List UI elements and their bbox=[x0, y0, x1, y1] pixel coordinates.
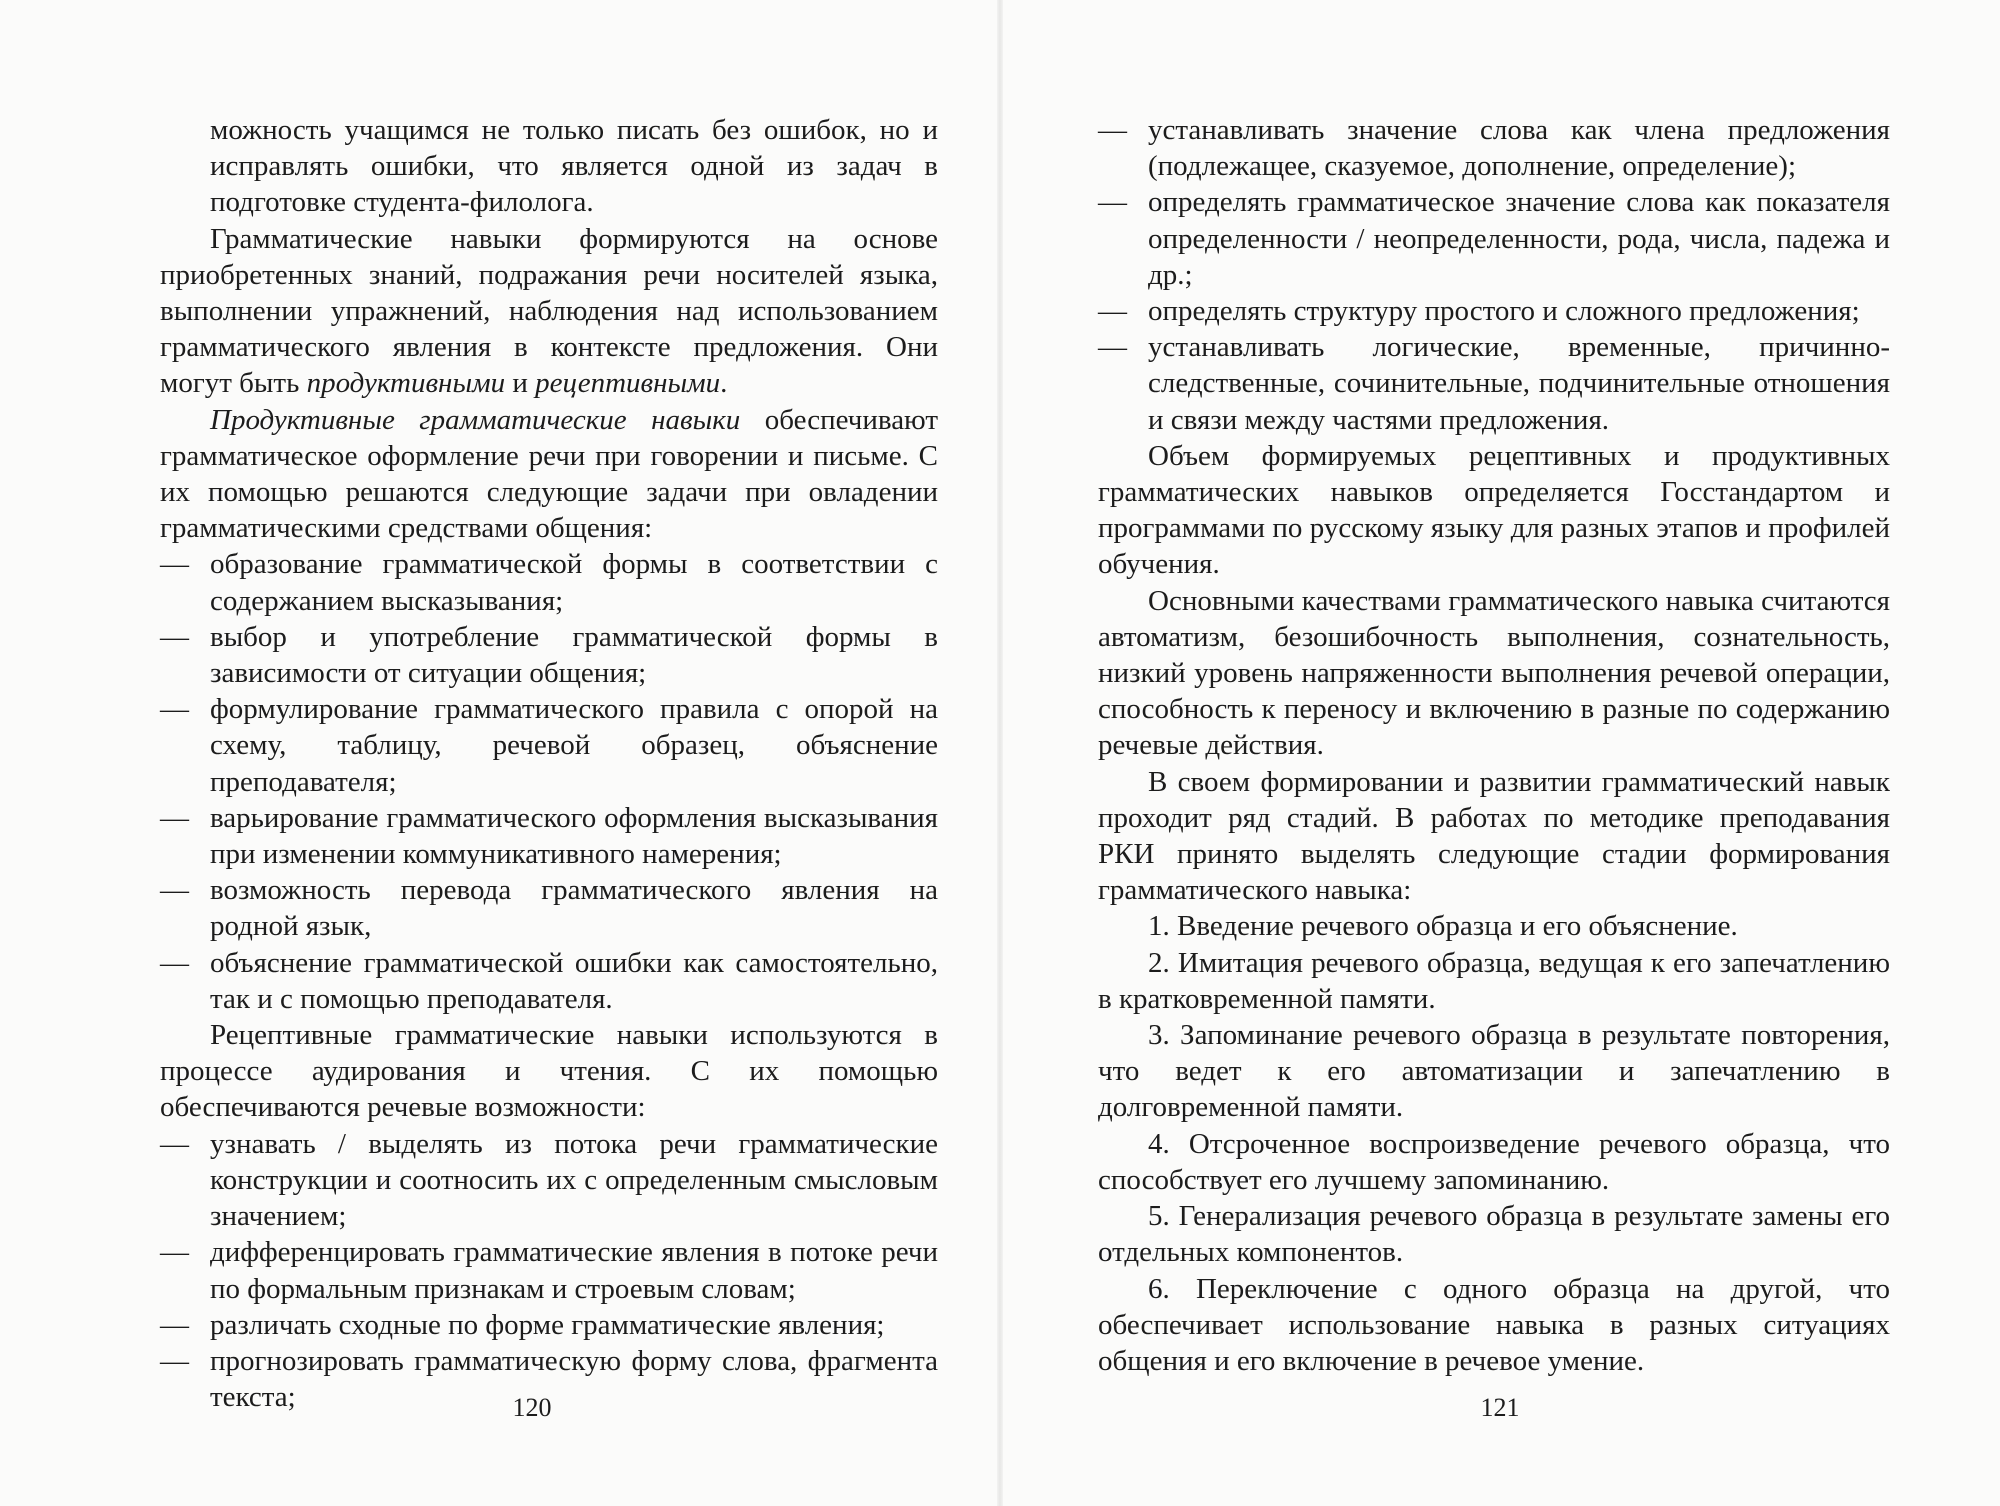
right-page-body bbox=[1098, 112, 1890, 1379]
list-item bbox=[160, 800, 938, 872]
list-item-text: прогнозировать грамматическую форму слова, фрагмента текста; bbox=[210, 1344, 938, 1414]
dash-marker: — bbox=[160, 874, 189, 907]
dash-marker: — bbox=[160, 801, 189, 834]
stage-item: 5. Генерализация речевого образца в результате замены его отдельных компонентов. bbox=[1098, 1200, 1890, 1269]
list-item-text: определять грамматическое значение слова как показателя определенности / неопределенности, рода, числа, падежа и др.; bbox=[1148, 186, 1890, 291]
right-page bbox=[1000, 0, 2000, 1506]
list-item bbox=[160, 619, 938, 691]
list-item-text: определять структуру простого и сложного предложения; bbox=[1148, 295, 1860, 328]
list-item-text: формулирование грамматического правила с опорой на схему, таблицу, речевой образец, объяснение преподавателя; bbox=[210, 693, 938, 798]
term-productive: продуктивными bbox=[306, 367, 506, 400]
dash-marker: — bbox=[160, 1344, 189, 1377]
page-number: 121 bbox=[1480, 1393, 1520, 1422]
term-productive-skills: Продуктивные грамматические навыки bbox=[210, 403, 741, 436]
term-receptive: рецептивными bbox=[535, 367, 721, 400]
list-item bbox=[1098, 329, 1890, 438]
dash-marker: — bbox=[1098, 331, 1127, 364]
paragraph-grammar-skills bbox=[160, 221, 938, 402]
dash-marker: — bbox=[160, 693, 189, 726]
paragraph-text: Грамматические навыки формируются на основе приобретенных знаний, подражания речи носителей языка, выполнении упражнений, наблюдения над использованием грамматического явления в контексте предложения. Они могут быть bbox=[160, 222, 938, 400]
stage-item: 3. Запоминание речевого образца в результате повторения, что ведет к его автоматизации и запечатлению в долговременной памяти. bbox=[1098, 1019, 1890, 1124]
dash-marker: — bbox=[1098, 114, 1127, 146]
list-item bbox=[160, 546, 938, 618]
stage-item: 4. Отсроченное воспроизведение речевого образца, что способствует его лучшему запоминанию. bbox=[1098, 1127, 1890, 1196]
dash-marker: — bbox=[1098, 295, 1127, 328]
list-item-text: выбор и употребление грамматической формы в зависимости от ситуации общения; bbox=[210, 620, 938, 690]
dash-marker: — bbox=[160, 1127, 189, 1160]
list-item bbox=[160, 1126, 938, 1235]
conjunction: и bbox=[512, 367, 528, 400]
paragraph-qualities: Основными качествами грамматического навыка считаются автоматизм, безошибочность выполнения, сознательность, низкий уровень напряженности выполнения речевой операции, способность к переносу и включению в разные по содержанию речевые действия. bbox=[1098, 584, 1890, 762]
list-item bbox=[160, 945, 938, 1017]
paragraph-stages-intro: В своем формировании и развитии грамматический навык проходит ряд стадий. В работах по методике преподавания РКИ принято выделять следующие стадии формирования грамматического навыка: bbox=[1098, 765, 1890, 907]
dash-marker: — bbox=[160, 946, 189, 979]
paragraph-continuation: можность учащимся не только писать без ошибок, но и исправлять ошибки, что является одной из задач в подготовке студента-филолога. bbox=[210, 114, 938, 219]
paragraph-text: обеспечивают грамматическое оформление речи при говорении и письме. С их помощью решаются следующие задачи при овладении грамматическими средствами общения: bbox=[160, 403, 939, 545]
paragraph-receptive-skills: Рецептивные грамматические навыки используются в процессе аудирования и чтения. С их помощью обеспечиваются речевые возможности: bbox=[160, 1019, 938, 1124]
left-page-body bbox=[160, 112, 938, 1415]
list-item-text: устанавливать логические, временные, причинно-следственные, сочинительные, подчинительные отношения и связи между частями предложения. bbox=[1148, 331, 1890, 436]
list-item-text: образование грамматической формы в соответствии с содержанием высказывания; bbox=[210, 548, 938, 617]
dash-marker: — bbox=[160, 548, 189, 581]
dash-marker: — bbox=[160, 1236, 189, 1269]
dash-marker: — bbox=[160, 1308, 189, 1341]
dash-marker: — bbox=[160, 620, 189, 653]
stage-item: 6. Переключение с одного образца на другой, что обеспечивает использование навыка в разных ситуациях общения и его включение в речевое умение. bbox=[1098, 1272, 1890, 1377]
list-item bbox=[160, 1307, 938, 1343]
list-item bbox=[1098, 184, 1890, 293]
page-number: 120 bbox=[512, 1393, 552, 1422]
list-item-text: варьирование грамматического оформления высказывания при изменении коммуникативного намерения; bbox=[210, 801, 938, 871]
period: . bbox=[720, 367, 728, 400]
paragraph-productive-skills bbox=[160, 402, 938, 547]
list-item bbox=[160, 1234, 938, 1306]
list-item bbox=[1098, 293, 1890, 329]
list-item bbox=[160, 691, 938, 800]
paragraph-scope: Объем формируемых рецептивных и продуктивных грамматических навыков определяется Госстандартом и программами по русскому языку для разных этапов и профилей обучения. bbox=[1098, 439, 1890, 581]
list-item bbox=[1098, 112, 1890, 184]
list-item-text: узнавать / выделять из потока речи грамматические конструкции и соотносить их с определенным смысловым значением; bbox=[210, 1127, 938, 1233]
list-item bbox=[160, 872, 938, 944]
list-item-text: различать сходные по форме грамматические явления; bbox=[210, 1308, 885, 1341]
list-item-text: возможность перевода грамматического явления на родной язык, bbox=[210, 874, 938, 943]
list-item-text: устанавливать значение слова как члена предложения (подлежащее, сказуемое, дополнение, определение); bbox=[1148, 114, 1890, 183]
list-item-text: объяснение грамматической ошибки как самостоятельно, так и с помощью преподавателя. bbox=[210, 946, 938, 1015]
stage-item: 2. Имитация речевого образца, ведущая к его запечатлению в кратковременной памяти. bbox=[1098, 946, 1890, 1015]
dash-marker: — bbox=[1098, 186, 1127, 219]
list-item-text: дифференцировать грамматические явления в потоке речи по формальным признакам и строевым словам; bbox=[210, 1236, 938, 1305]
stage-item: 1. Введение речевого образца и его объяснение. bbox=[1148, 910, 1738, 943]
